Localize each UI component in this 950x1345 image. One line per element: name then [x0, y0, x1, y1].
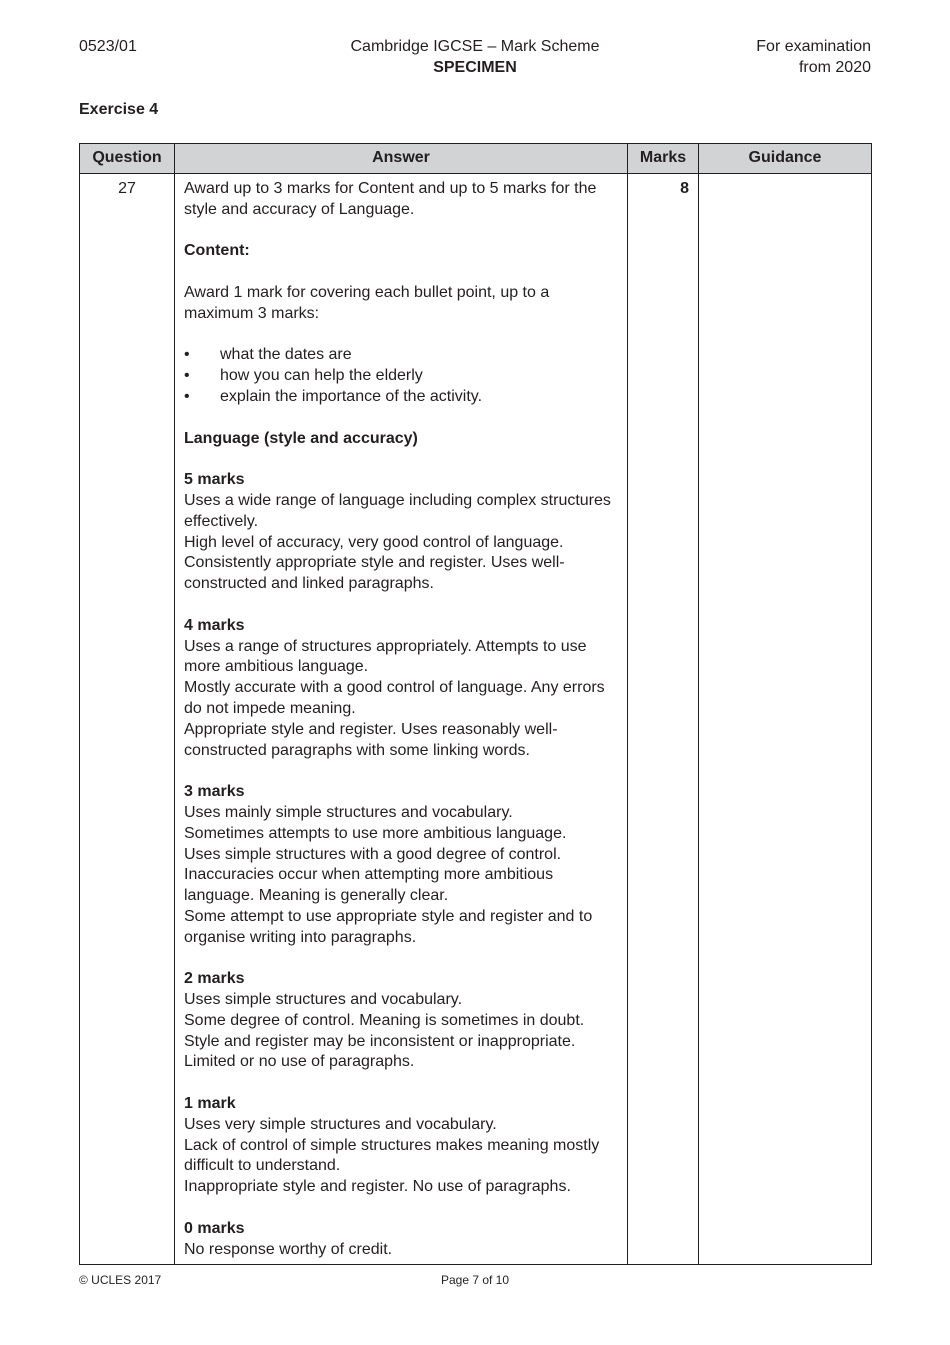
level-descriptor: Inaccuracies occur when attempting more ambitious language. Meaning is generally clear.	[184, 866, 554, 905]
content-heading: Content:	[184, 242, 250, 260]
column-header-guidance: Guidance	[699, 144, 872, 174]
level-descriptor: Consistently appropriate style and register. Uses well-constructed and linked paragraphs.	[184, 554, 565, 593]
list-item: • what the dates are	[184, 345, 618, 366]
answer-intro: Award up to 3 marks for Content and up to 5 marks for the style and accuracy of Language.	[184, 180, 597, 218]
level-descriptor: Sometimes attempts to use more ambitious language.	[184, 824, 567, 842]
exam-date-block	[756, 36, 871, 78]
level-1-mark	[184, 1094, 618, 1198]
column-header-answer: Answer	[175, 144, 628, 174]
column-header-question: Question	[80, 144, 175, 174]
level-descriptor: Uses mainly simple structures and vocabulary.	[184, 803, 513, 821]
level-descriptor: Some attempt to use appropriate style and register and to organise writing into paragraphs.	[184, 907, 593, 946]
exam-date-line-1: For examination	[756, 38, 871, 55]
level-heading: 0 marks	[184, 1219, 245, 1237]
marks-value: 8	[628, 174, 699, 1265]
level-descriptor: Uses a range of structures appropriately. Attempts to use more ambitious language.	[184, 637, 587, 676]
table-header-row	[80, 144, 872, 174]
level-heading: 1 mark	[184, 1095, 236, 1113]
language-heading: Language (style and accuracy)	[184, 429, 418, 447]
level-4-marks	[184, 616, 618, 762]
content-bullet-list	[184, 345, 618, 407]
level-descriptor: Some degree of control. Meaning is sometimes in doubt. Style and register may be inconsistent or inappropriate. Limited or no use of paragraphs.	[184, 1011, 585, 1071]
list-item: • how you can help the elderly	[184, 366, 618, 387]
level-descriptor: Uses a wide range of language including complex structures effectively.	[184, 491, 611, 530]
level-descriptor: Inappropriate style and register. No use of paragraphs.	[184, 1178, 571, 1196]
exercise-heading: Exercise 4	[79, 101, 159, 118]
document-subtitle: SPECIMEN	[433, 59, 517, 76]
page-number: Page 7 of 10	[440, 1273, 510, 1287]
question-number: 27	[80, 174, 175, 1265]
level-0-marks	[184, 1219, 618, 1261]
level-heading: 3 marks	[184, 783, 245, 801]
table-row	[80, 174, 872, 1265]
content-instruction: Award 1 mark for covering each bullet point, up to a maximum 3 marks:	[184, 283, 550, 322]
copyright-notice: © UCLES 2017	[79, 1273, 162, 1287]
document-title: Cambridge IGCSE – Mark Scheme	[350, 38, 600, 55]
document-title-block	[275, 36, 675, 78]
level-heading: 4 marks	[184, 616, 245, 634]
level-descriptor: Uses simple structures and vocabulary.	[184, 991, 463, 1009]
level-5-marks	[184, 470, 618, 595]
level-descriptor: Mostly accurate with a good control of language. Any errors do not impede meaning.	[184, 679, 605, 717]
answer-cell	[175, 174, 628, 1265]
level-descriptor: Uses very simple structures and vocabulary.	[184, 1115, 497, 1133]
guidance-cell	[699, 174, 872, 1265]
level-descriptor: Appropriate style and register. Uses reasonably well-constructed paragraphs with some linking words.	[184, 720, 558, 759]
exam-date-line-2: from 2020	[798, 59, 871, 76]
level-3-marks	[184, 782, 618, 948]
mark-scheme-table	[79, 143, 872, 1265]
level-descriptor: High level of accuracy, very good control of language.	[184, 533, 564, 551]
document-code: 0523/01	[79, 38, 137, 55]
level-descriptor: No response worthy of credit.	[184, 1240, 393, 1258]
level-descriptor: Uses simple structures with a good degree of control.	[184, 845, 562, 863]
level-heading: 5 marks	[184, 471, 245, 489]
level-descriptor: Lack of control of simple structures makes meaning mostly difficult to understand.	[184, 1136, 600, 1175]
level-heading: 2 marks	[184, 970, 245, 988]
column-header-marks: Marks	[628, 144, 699, 174]
list-item: • explain the importance of the activity.	[184, 387, 618, 408]
level-2-marks	[184, 969, 618, 1073]
